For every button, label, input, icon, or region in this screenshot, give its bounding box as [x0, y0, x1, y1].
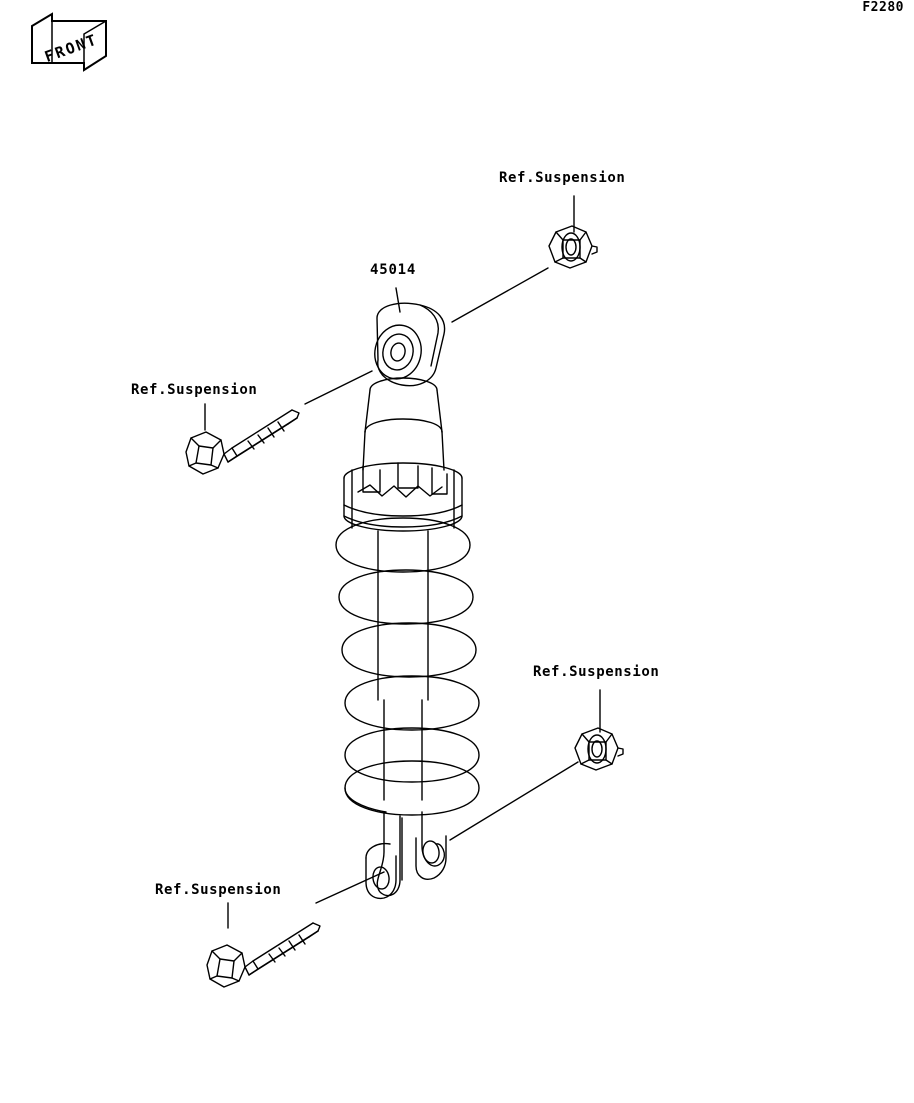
ref-label-suspension-top-right: Ref.Suspension: [499, 170, 626, 186]
ref-label-suspension-left: Ref.Suspension: [131, 382, 258, 398]
front-badge-text: FRONT: [42, 30, 101, 67]
coil-spring: [336, 518, 479, 815]
ref-label-suspension-mid-right: Ref.Suspension: [533, 664, 660, 680]
spring-seat-upper: [344, 463, 462, 531]
upper-mount-eye: [370, 303, 445, 385]
leader-ref-left: [305, 371, 372, 404]
ref-nut-mid-right: [575, 728, 623, 770]
ref-bolt-bottom-left: [207, 923, 320, 987]
figure-code: F2280: [862, 0, 904, 15]
leader-45014: [396, 288, 400, 312]
ref-label-suspension-bottom-left: Ref.Suspension: [155, 882, 282, 898]
leader-ref-top-right: [452, 268, 548, 322]
upper-body: [363, 378, 444, 470]
ref-nut-top-right: [549, 226, 597, 268]
lower-clevis: [366, 812, 446, 898]
leader-ref-bottom-left: [316, 872, 384, 903]
part-number-45014: 45014: [370, 262, 417, 278]
ref-bolt-left: [186, 410, 299, 474]
